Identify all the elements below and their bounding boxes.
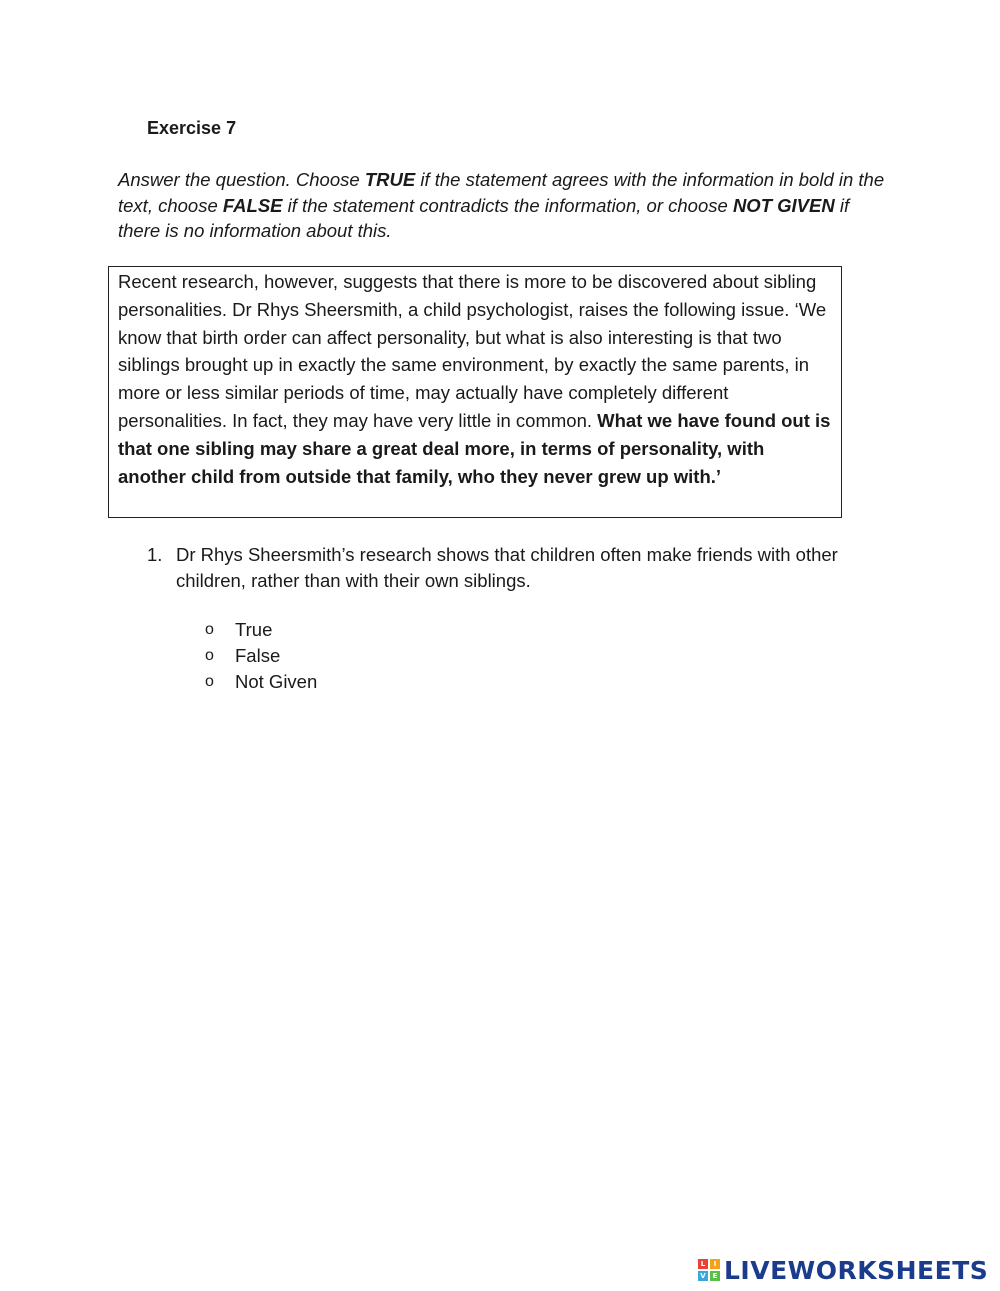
logo-block-l: L <box>698 1259 708 1269</box>
option-not-given-label: Not Given <box>235 671 318 692</box>
answer-options <box>205 617 317 695</box>
passage-text: Recent research, however, suggests that there is more to be discovered about sibling personalities. Dr Rhys Sheersmith, a child psychologist, raises the following issue. ‘We know that birth order can affect personality, but what is also interesting is that two siblings brought up in exactly the same environment, by exactly the same parents, in more or less similar periods of time, may actually have completely different personalities. In fact, they may have very little in common. <box>118 271 827 431</box>
instructions-text-3: if the statement contradicts the information, or choose <box>282 194 733 216</box>
instructions-text-4: if there is no information about this. <box>118 194 850 241</box>
logo-block-e: E <box>710 1271 720 1281</box>
instructions <box>118 167 888 244</box>
reading-passage <box>118 268 833 490</box>
false-keyword: FALSE <box>222 194 283 216</box>
passage-bold-text: What we have found out is that one sibling may share a great deal more, in terms of personality, with another child from outside that family, who they never grew up with.’ <box>118 409 831 487</box>
option-bullet-icon: o <box>205 621 214 638</box>
logo-blocks-icon <box>698 1259 720 1281</box>
option-true[interactable] <box>205 617 317 643</box>
question-text: Dr Rhys Sheersmith’s research shows that children often make friends with other children, rather than with their own siblings. <box>176 544 838 591</box>
logo-block-v: V <box>698 1271 708 1281</box>
option-false[interactable] <box>205 643 317 669</box>
reading-passage-box <box>108 266 842 518</box>
instructions-text-2: if the statement agrees with the information in bold in the text, choose <box>118 169 885 216</box>
exercise-title: Exercise 7 <box>147 118 237 138</box>
true-keyword: TRUE <box>364 169 416 190</box>
option-not-given[interactable] <box>205 669 317 695</box>
instructions-text-1: Answer the question. Choose <box>118 169 365 190</box>
liveworksheets-logo <box>698 1253 988 1287</box>
option-true-label: True <box>235 619 273 640</box>
option-bullet-icon: o <box>205 673 214 690</box>
not-given-keyword: NOT GIVEN <box>732 194 835 216</box>
question-number: 1. <box>147 544 163 565</box>
question-1 <box>147 542 887 594</box>
logo-text: LIVEWORKSHEETS <box>724 1255 989 1285</box>
option-false-label: False <box>235 645 281 666</box>
logo-block-i: I <box>710 1259 720 1269</box>
option-bullet-icon: o <box>205 647 214 664</box>
